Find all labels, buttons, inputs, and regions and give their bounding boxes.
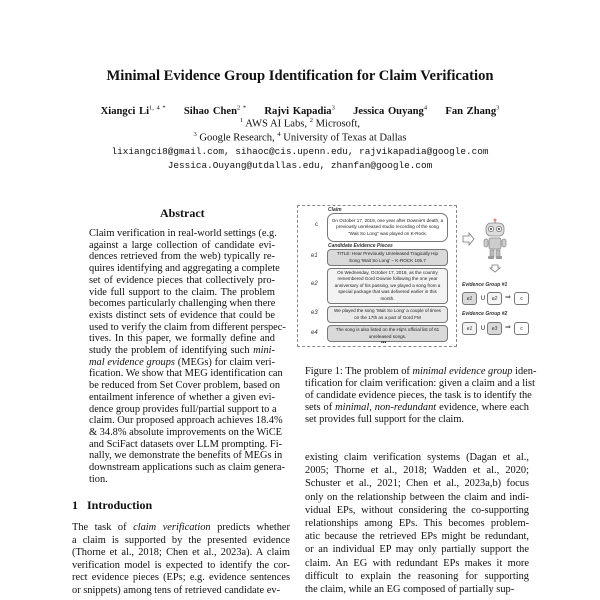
affiliation: University of Texas at Dallas <box>280 132 407 144</box>
intro-line <box>72 560 290 572</box>
union-symbol: ∪ <box>480 323 486 332</box>
text-run: be reduced from Set Cover problem, based on <box>89 380 281 392</box>
author-affiliation-mark: 1, 4 * <box>149 104 166 111</box>
down-arrow-icon <box>489 264 501 273</box>
abstract-line <box>89 474 275 486</box>
text-run: claim. An EG with redundant EPs makes it more <box>305 557 529 569</box>
text-run: fication. We show that MEG identification can <box>89 368 283 380</box>
abstract-heading: Abstract <box>160 206 205 220</box>
group-1-evidence-b: e2 <box>487 292 502 305</box>
abstract-line <box>89 438 283 451</box>
author-name: Jessica Ouyang <box>353 105 424 117</box>
abstract-line <box>89 298 275 310</box>
text-run: evidence, where each <box>436 402 529 413</box>
text-run: set of evidence pieces that collectively pro- <box>89 274 275 286</box>
intro-line <box>72 535 290 547</box>
body-line <box>305 518 529 530</box>
body-line <box>305 571 529 583</box>
text-run: against a large collection of candidate evi- <box>89 239 275 251</box>
caption-line <box>305 390 532 402</box>
section-heading-introduction <box>72 498 152 513</box>
abstract-line <box>89 240 275 252</box>
affiliations-line-2 <box>0 131 600 144</box>
text-run: existing claim verification systems (Dagan et al., <box>305 452 529 463</box>
text-run: vide full support to the claim. The problem <box>89 286 275 298</box>
abstract-line <box>89 251 275 263</box>
text-run: 2005; Thorne et al., 2018; Wadden et al., 2020; <box>305 465 529 477</box>
evidence-text: The song is also listed on the Hip's official list of 61 unreleased songs. <box>335 326 440 339</box>
robot-icon <box>480 218 510 260</box>
text-run: iden- <box>512 366 537 377</box>
text-run: predicts whether <box>210 522 290 533</box>
author-affiliation-mark: 3 <box>331 104 335 111</box>
candidate-evidence-label: Candidate Evidence Pieces <box>328 243 393 249</box>
author <box>353 106 427 117</box>
evidence-id: e2 <box>311 281 318 287</box>
evidence-box <box>327 306 448 323</box>
text-run: claim. Our proposed approach achieves 18.4% <box>89 415 283 427</box>
body-line <box>305 492 529 504</box>
author <box>264 106 334 117</box>
implies-symbol: ⇒ <box>505 324 511 331</box>
text-run: only on the relationship between the claim and indi- <box>305 491 529 503</box>
affiliation-mark: 4 <box>277 131 281 138</box>
implies-symbol: ⇒ <box>505 294 511 301</box>
body-line <box>305 452 529 464</box>
emphasized-text: minimal evidence group <box>412 366 513 377</box>
body-line <box>305 505 529 517</box>
intro-line <box>72 572 290 584</box>
abstract-line <box>89 287 275 299</box>
text-run: rect evidence pieces (EPs; e.g. evidence sentences <box>72 572 290 584</box>
text-run: or an individual EP may only partially support the <box>305 544 529 556</box>
text-run: the claim, while an EG composed of partially sup- <box>305 584 515 595</box>
abstract-line <box>89 275 275 287</box>
author-affiliation-mark: 3 <box>496 104 500 111</box>
affiliation-mark: 3 <box>193 131 197 138</box>
text-run: becomes particularly challenging when there <box>89 298 276 310</box>
text-run: tion. <box>89 473 108 485</box>
group-2-evidence-b: e3 <box>487 322 502 335</box>
author-name: Rajvi Kapadia <box>264 105 332 117</box>
text-run: Claim verification in real-world settings (e.g. <box>89 228 277 239</box>
intro-line <box>72 522 290 534</box>
abstract-line <box>89 333 275 345</box>
evidence-text: We played the song 'Wait So Long' a couple of times on the 17th as a part of Gord FM <box>334 307 441 320</box>
text-run: tives. In this paper, we formally define and <box>89 333 275 345</box>
abstract-line <box>89 321 286 334</box>
body-line <box>305 478 529 490</box>
body-line <box>305 465 529 477</box>
claim-text: On October 17, 2019, one year after Downie's death, a previously unreleased studio recording of the song "Wait So Long" was played on K-Rock. <box>331 217 444 236</box>
author-name: Sihao Chen <box>183 105 237 117</box>
text-run: difficult to explain the reasoning for supporting <box>305 570 529 582</box>
emphasized-text: mal evidence groups <box>89 356 175 368</box>
emails-line-2: Jessica.Ouyang@utdallas.edu, zhanfan@google.com <box>167 160 433 171</box>
emphasized-text: mini- <box>253 345 275 356</box>
abstract-line <box>89 462 285 474</box>
evidence-id: e4 <box>311 330 318 336</box>
emails-line-1: lixiangci8@gmail.com, sihaoc@cis.upenn.edu, rajvikapadia@google.com <box>111 146 489 157</box>
abstract-line <box>89 380 281 392</box>
text-run: The task of <box>72 522 134 533</box>
caption-line <box>305 378 535 390</box>
abstract-line <box>89 310 275 322</box>
section-title: Introduction <box>87 498 153 512</box>
text-run: atic because the retrieved EPs might be redundant, <box>305 531 529 543</box>
evidence-box <box>327 249 448 266</box>
affiliation: Microsoft, <box>312 118 361 130</box>
text-run: vidual EPs, without considering the co-supporting <box>305 504 529 516</box>
text-run: downstream applications such as claim genera- <box>89 462 285 473</box>
group-2-evidence-a: e1 <box>462 322 477 335</box>
section-number: 1 <box>72 498 78 512</box>
evidence-id: e1 <box>311 253 318 259</box>
claim-id: c <box>315 222 318 228</box>
text-run: a claim is supported by the presented evidence <box>72 534 290 546</box>
group-1-evidence-a: e1 <box>462 292 477 305</box>
body-line <box>305 544 529 556</box>
text-run: exists distinct sets of evidence that could be <box>89 309 275 321</box>
abstract-line <box>89 404 275 416</box>
union-symbol: ∪ <box>480 293 486 302</box>
text-run: tification for claim verification: given a claim and a list <box>305 378 535 389</box>
text-run: study the problem of identifying such <box>89 345 254 356</box>
evidence-group-2-label: Evidence Group #2 <box>462 311 508 317</box>
affiliation: AWS AI Labs, <box>243 118 310 130</box>
group-1-claim: c <box>514 292 529 305</box>
author-affiliation-mark: 4 <box>423 104 428 111</box>
evidence-group-1-label: Evidence Group #1 <box>462 282 508 288</box>
abstract-line <box>89 450 283 462</box>
claim-label: Claim <box>328 207 342 213</box>
abstract-line <box>89 426 283 439</box>
text-run: or snippets) among tens of retrieved candidate ev- <box>72 585 281 596</box>
text-run: & 34.8% absolute improvements on the WiCE <box>89 426 283 438</box>
text-run: nally, we demonstrate the benefits of MEGs in <box>89 450 283 462</box>
body-line <box>305 558 529 570</box>
text-run: (Thorne et al., 2018; Chen et al., 2023a). A claim <box>72 547 290 559</box>
text-run: dence group provides full/partial support to a <box>89 403 277 415</box>
claim-box <box>327 213 448 242</box>
author-name: Fan Zhang <box>445 105 497 117</box>
author-affiliation-mark: 2 * <box>237 104 247 111</box>
caption-line <box>305 414 529 426</box>
right-arrow-icon <box>462 232 475 246</box>
author-name: Xiangci Li <box>100 105 150 117</box>
abstract-line <box>89 357 275 369</box>
affiliation-mark: 2 <box>309 117 313 124</box>
affiliation: Google Research, <box>196 132 278 144</box>
text-run: Schuster et al., 2021; Chen et al., 2023a,b) focus <box>305 478 529 490</box>
text-run: verification model is expected to identify the cor- <box>72 559 290 571</box>
author <box>184 106 246 117</box>
paper-title: Minimal Evidence Group Identification for Claim Verification <box>106 68 494 84</box>
text-run: set provides full support for the claim. <box>305 414 465 425</box>
caption-line <box>305 366 537 378</box>
body-line <box>305 531 529 543</box>
text-run: Figure 1: The problem of <box>305 366 413 377</box>
evidence-box <box>327 325 448 342</box>
text-run: relationships among EPs. This becomes problem- <box>305 518 529 529</box>
abstract-line <box>89 392 275 404</box>
abstract-line <box>89 368 283 380</box>
intro-line <box>72 585 290 597</box>
caption-line <box>305 402 529 414</box>
group-2-claim: c <box>514 322 529 335</box>
affiliation-mark: 1 <box>239 117 244 124</box>
evidence-text: On Wednesday, October 17, 2018, as the country remembered Gord Downie following the one year anniversary of his passing, we played a song from a special package that was delivered earlier in this month. <box>334 269 441 301</box>
evidence-text: TITLE: Hear Previously Unreleased Tragically Hip Song 'Wait So Long' – K-ROCK 105.7 <box>336 250 439 263</box>
text-run: dences retrieved from the web) typically re- <box>89 251 275 263</box>
abstract-line <box>89 263 280 275</box>
text-run: quires identifying and aggregating a complete <box>89 263 280 275</box>
evidence-id: e3 <box>311 310 318 316</box>
evidence-box <box>327 268 448 304</box>
author <box>445 106 499 117</box>
text-run: (MEGs) for claim veri- <box>174 356 275 368</box>
author-list <box>0 104 600 117</box>
text-run: of candidate evidence pieces, the task is to identify the <box>305 390 532 401</box>
text-run: used to verify the claim from different perspec- <box>89 321 286 333</box>
abstract-line <box>89 228 275 240</box>
more-evidence-ellipsis: ••• <box>381 340 387 346</box>
author <box>101 106 166 117</box>
abstract-line <box>89 345 275 357</box>
abstract-line <box>89 415 283 427</box>
text-run: sets of <box>305 402 336 413</box>
emphasized-text: claim verification <box>133 522 211 533</box>
intro-line <box>72 547 290 559</box>
affiliations-line-1 <box>0 117 600 130</box>
emphasized-text: minimal, non-redundant <box>335 402 437 413</box>
text-run: and SciFact datasets over LLM prompting. Fi- <box>89 438 283 450</box>
body-line <box>305 584 529 596</box>
text-run: entailment inference of whether a given evi- <box>89 391 275 403</box>
